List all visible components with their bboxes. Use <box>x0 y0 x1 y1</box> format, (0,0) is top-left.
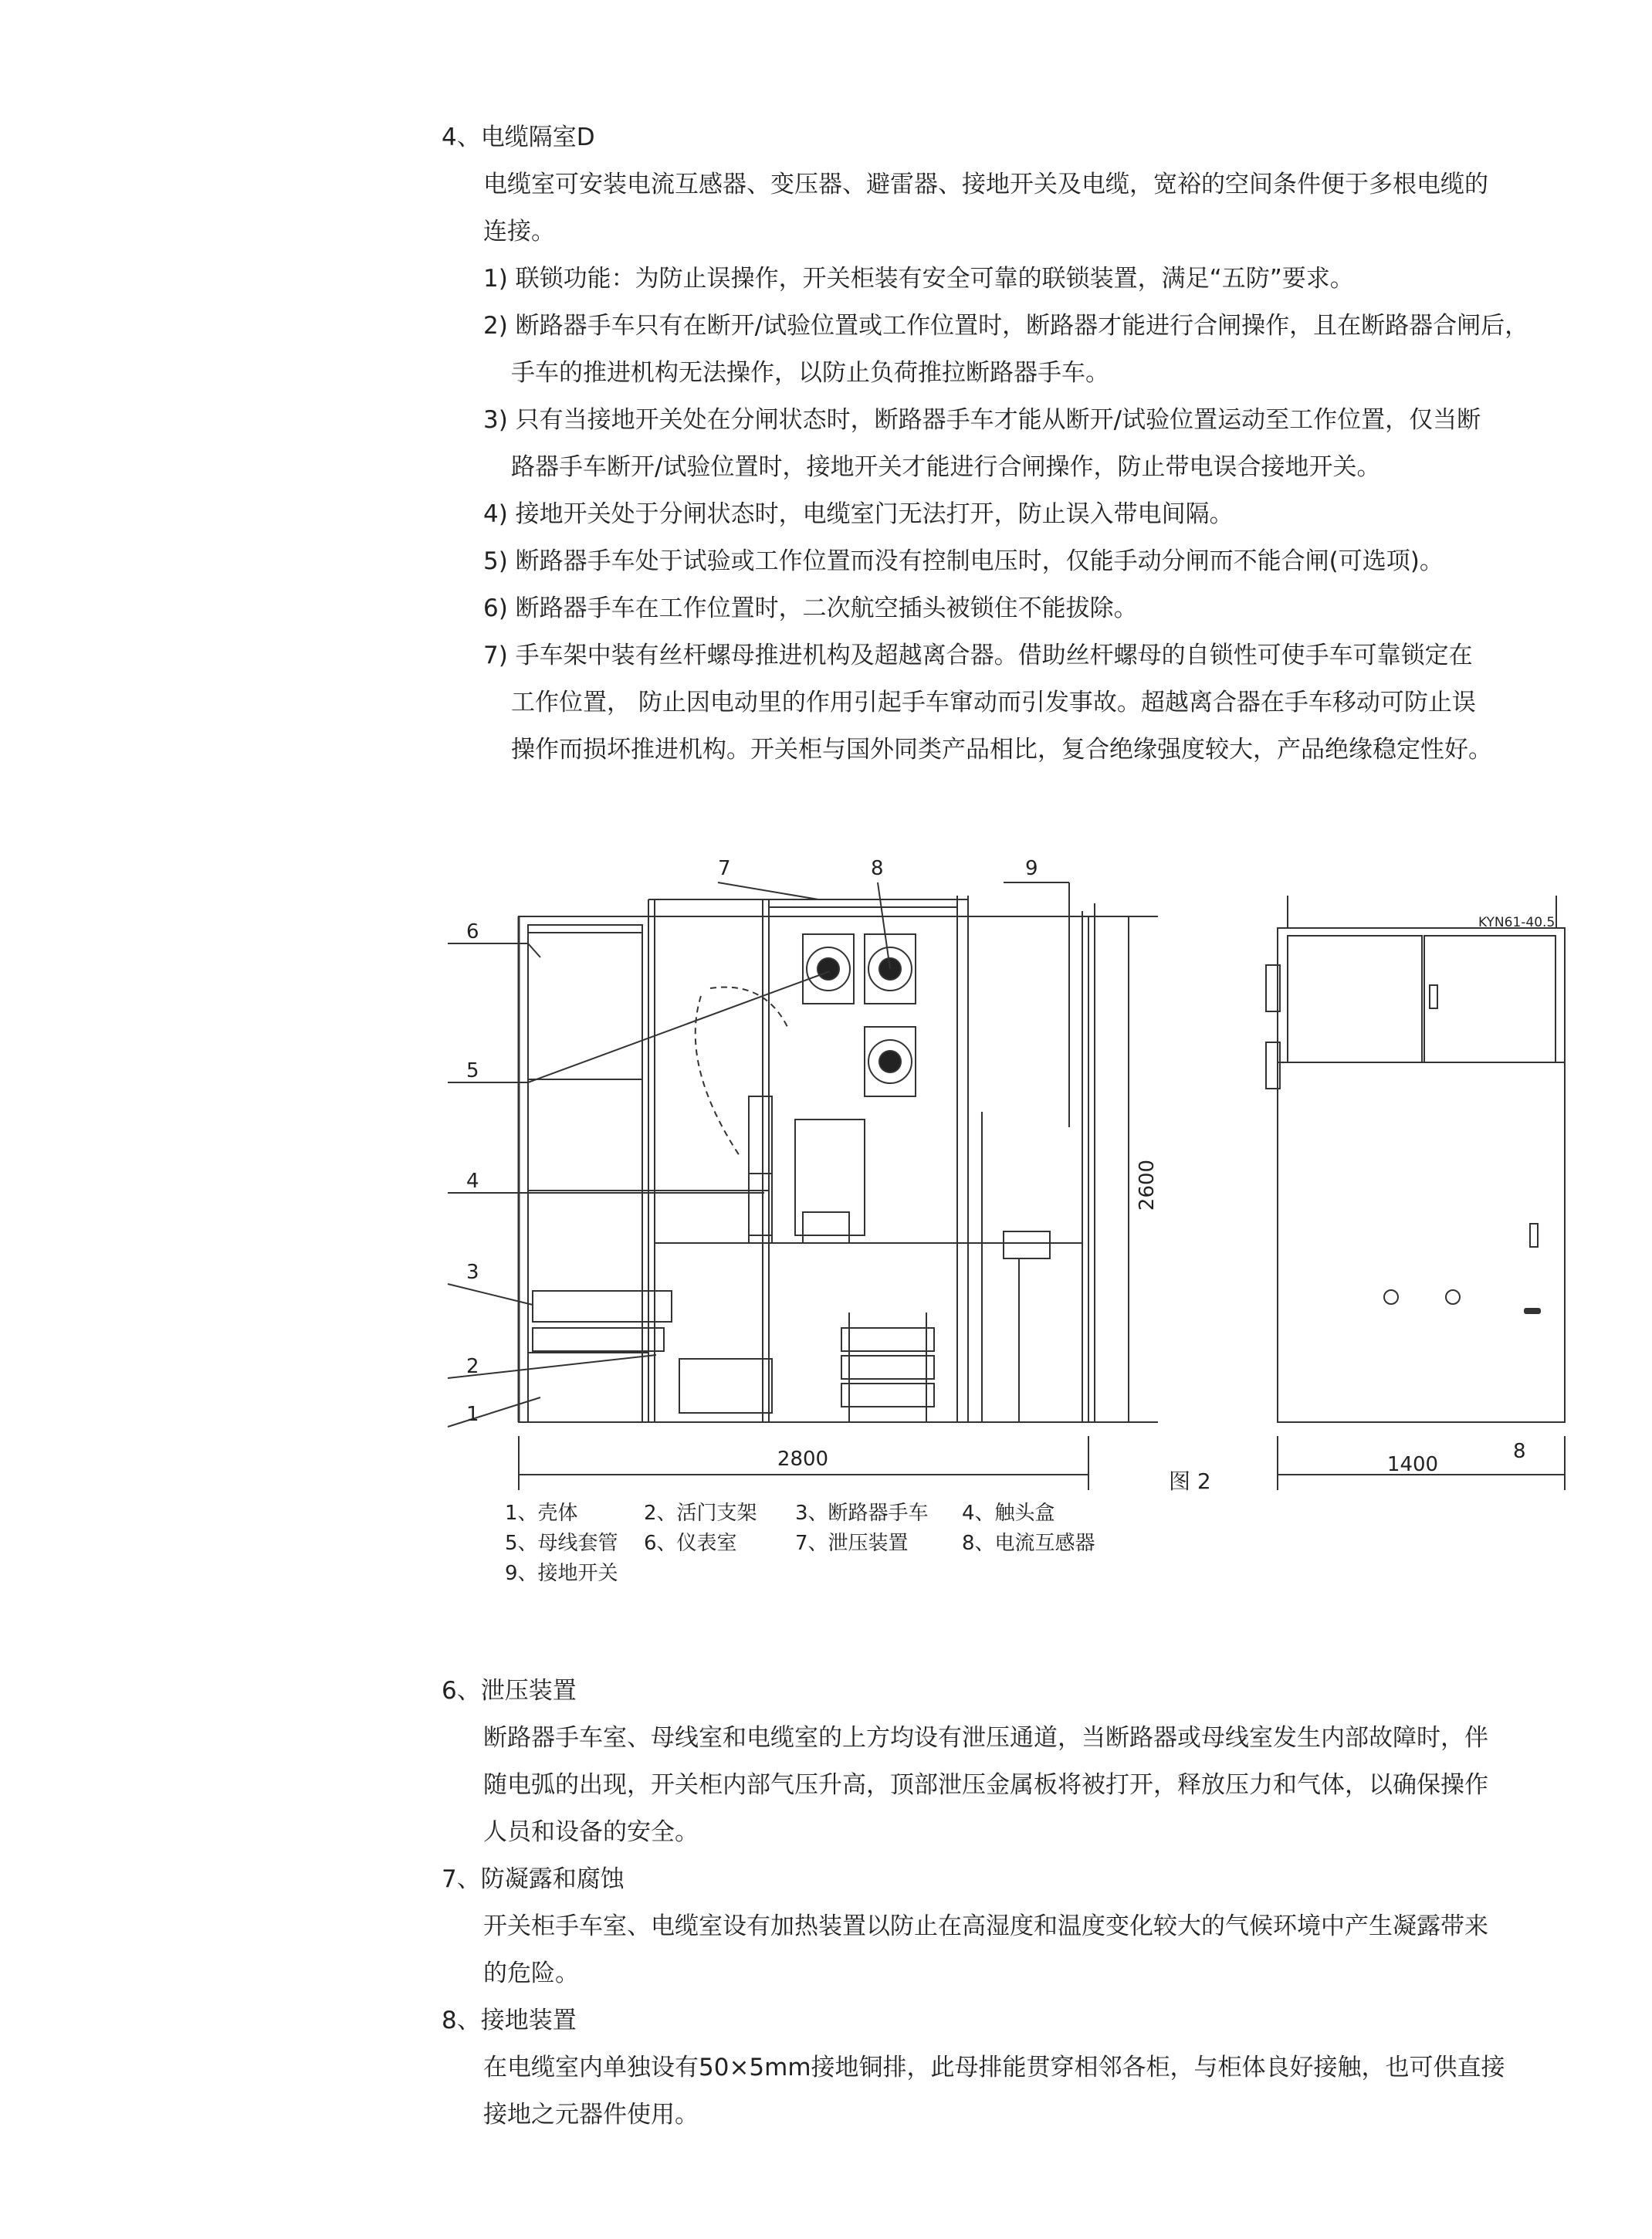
list-item-continuation: 手车的推进机构无法操作，以防止负荷推拉断路器手车。 <box>511 359 1109 387</box>
legend-item: 3、断路器手车 <box>795 1502 929 1525</box>
callout-7: 7 <box>718 857 731 880</box>
legend-item: 7、泄压装置 <box>795 1532 909 1555</box>
callout-1: 1 <box>466 1403 479 1426</box>
list-item-continuation: 操作而损坏推进机构。开关柜与国外同类产品相比，复合绝缘强度较大，产品绝缘稳定性好。 <box>511 736 1492 764</box>
section6-heading: 6、泄压装置 <box>442 1677 577 1705</box>
list-item: 1) 联锁功能：为防止误操作，开关柜装有安全可靠的联锁装置，满足“五防”要求。 <box>483 265 1354 293</box>
nameplate-label: KYN61-40.5 <box>1478 915 1556 930</box>
dimension-width: 2800 <box>777 1448 829 1471</box>
section4-intro-line: 连接。 <box>483 218 555 246</box>
callout-8: 8 <box>871 857 884 880</box>
section6-line: 随电弧的出现，开关柜内部气压升高，顶部泄压金属板将被打开，释放压力和气体，以确保操作 <box>483 1771 1488 1799</box>
section8-heading: 8、接地装置 <box>442 2007 577 2034</box>
callout-6: 6 <box>466 920 479 943</box>
section4-heading: 4、电缆隔室D <box>442 124 595 151</box>
legend-item: 9、接地开关 <box>505 1562 618 1585</box>
section8-line: 接地之元器件使用。 <box>483 2101 699 2129</box>
list-item: 4) 接地开关处于分闸状态时，电缆室门无法打开，防止误入带电间隔。 <box>483 500 1234 528</box>
section6-line: 人员和设备的安全。 <box>483 1818 699 1846</box>
callout-5: 5 <box>466 1059 479 1082</box>
dimension-height: 2600 <box>1136 1159 1159 1211</box>
side-mark: 8 <box>1513 1440 1526 1463</box>
legend-item: 5、母线套管 <box>505 1532 618 1555</box>
list-item: 5) 断路器手车处于试验或工作位置而没有控制电压时，仅能手动分闸而不能合闸(可选项)。 <box>483 547 1444 575</box>
callout-4: 4 <box>466 1170 479 1193</box>
legend-item: 6、仪表室 <box>644 1532 737 1555</box>
list-item-continuation: 路器手车断开/试验位置时，接地开关才能进行合闸操作，防止带电误合接地开关。 <box>511 453 1381 481</box>
list-item: 7) 手车架中装有丝杆螺母推进机构及超越离合器。借助丝杆螺母的自锁性可使手车可靠锁定在 <box>483 642 1473 669</box>
list-item: 6) 断路器手车在工作位置时，二次航空插头被锁住不能拔除。 <box>483 594 1138 622</box>
callout-2: 2 <box>466 1355 479 1378</box>
list-item-continuation: 工作位置， 防止因电动里的作用引起手车窜动而引发事故。超越离合器在手车移动可防止误 <box>511 689 1476 716</box>
list-item: 3) 只有当接地开关处在分闸状态时，断路器手车才能从断开/试验位置运动至工作位置，仅当断 <box>483 406 1481 434</box>
figure-caption: 图 2 <box>1169 1468 1211 1494</box>
section7-line: 开关柜手车室、电缆室设有加热装置以防止在高湿度和温度变化较大的气候环境中产生凝露带来 <box>483 1912 1488 1940</box>
section4-intro-line: 电缆室可安装电流互感器、变压器、避雷器、接地开关及电缆，宽裕的空间条件便于多根电缆的 <box>483 171 1488 198</box>
callout-3: 3 <box>466 1261 479 1284</box>
section7-line: 的危险。 <box>483 1960 579 1987</box>
switchgear-drawing <box>0 834 1652 1598</box>
legend-item: 8、电流互感器 <box>962 1532 1095 1555</box>
legend-item: 1、壳体 <box>505 1502 578 1525</box>
legend-item: 4、触头盒 <box>962 1502 1055 1525</box>
section8-line: 在电缆室内单独设有50×5mm接地铜排，此母排能贯穿相邻各柜，与柜体良好接触，也可供直接 <box>483 2054 1505 2081</box>
legend-item: 2、活门支架 <box>644 1502 757 1525</box>
callout-9: 9 <box>1025 857 1038 880</box>
list-item: 2) 断路器手车只有在断开/试验位置或工作位置时，断路器才能进行合闸操作，且在断路器合闸后， <box>483 312 1529 340</box>
dimension-depth: 1400 <box>1386 1453 1439 1476</box>
section7-heading: 7、防凝露和腐蚀 <box>442 1865 625 1893</box>
section6-line: 断路器手车室、母线室和电缆室的上方均设有泄压通道，当断路器或母线室发生内部故障时，伴 <box>483 1724 1488 1752</box>
